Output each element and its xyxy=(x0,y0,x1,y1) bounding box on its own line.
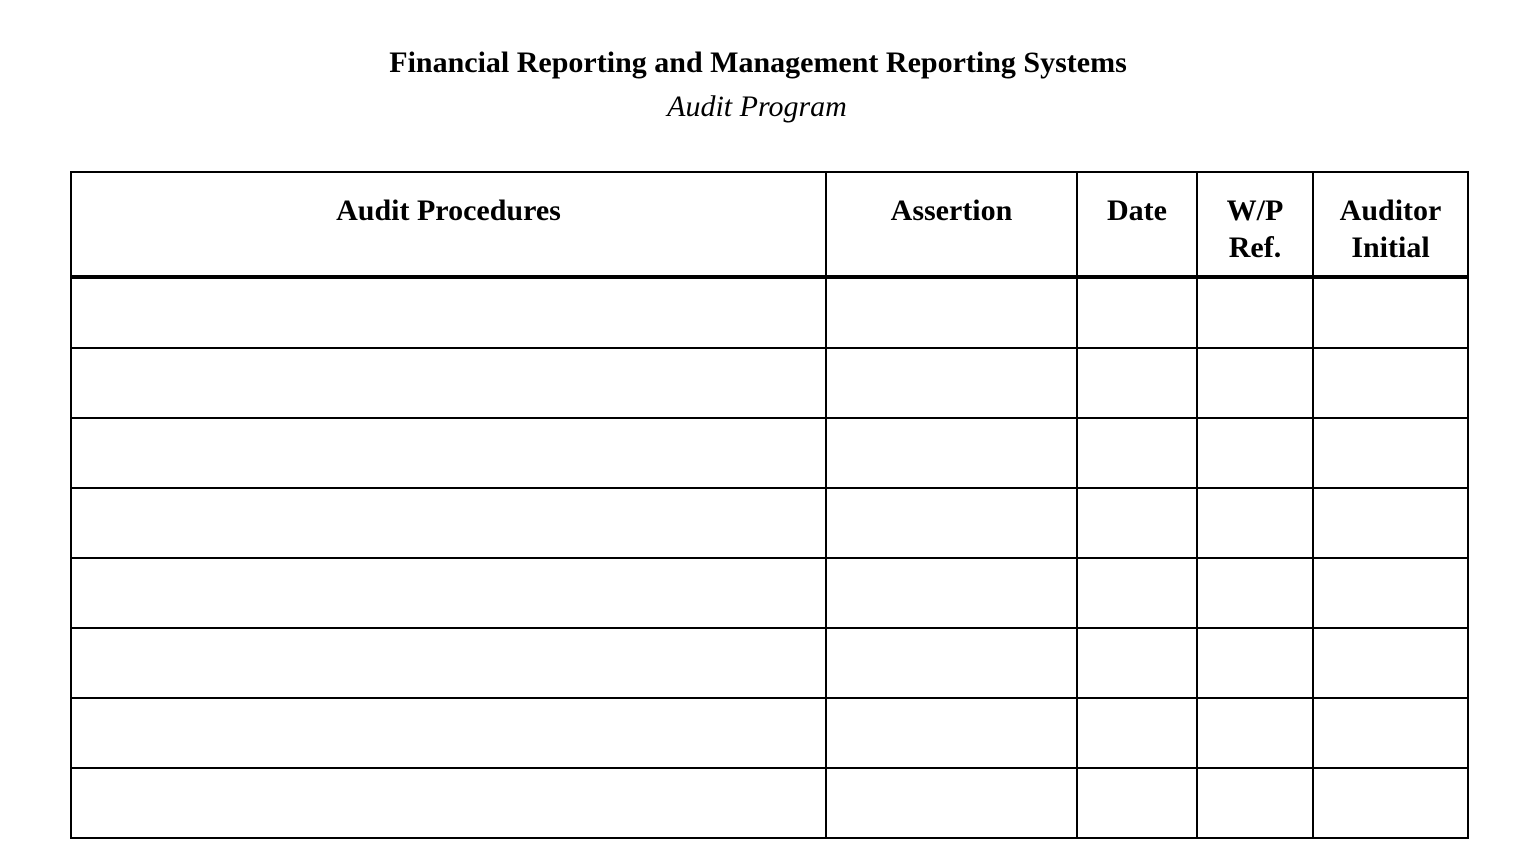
header-date: Date xyxy=(1077,172,1197,277)
cell-date[interactable] xyxy=(1077,488,1197,558)
cell-wp-ref[interactable] xyxy=(1197,277,1313,348)
cell-assertion[interactable] xyxy=(826,628,1077,698)
cell-auditor-initial[interactable] xyxy=(1313,768,1468,838)
cell-wp-ref[interactable] xyxy=(1197,628,1313,698)
cell-wp-ref[interactable] xyxy=(1197,698,1313,768)
header-row xyxy=(71,172,1468,277)
document-subtitle: Audit Program xyxy=(667,90,847,123)
cell-auditor-initial[interactable] xyxy=(1313,488,1468,558)
cell-wp-ref[interactable] xyxy=(1197,418,1313,488)
cell-date[interactable] xyxy=(1077,558,1197,628)
document-title: Financial Reporting and Management Reporting Systems xyxy=(389,46,1127,79)
table-row xyxy=(71,348,1468,418)
table-row xyxy=(71,698,1468,768)
cell-assertion[interactable] xyxy=(826,277,1077,348)
cell-date[interactable] xyxy=(1077,628,1197,698)
cell-procedure[interactable] xyxy=(71,628,826,698)
cell-wp-ref[interactable] xyxy=(1197,558,1313,628)
cell-procedure[interactable] xyxy=(71,348,826,418)
table-row xyxy=(71,628,1468,698)
header-assertion: Assertion xyxy=(826,172,1077,277)
cell-wp-ref[interactable] xyxy=(1197,348,1313,418)
cell-assertion[interactable] xyxy=(826,488,1077,558)
cell-assertion[interactable] xyxy=(826,348,1077,418)
cell-wp-ref[interactable] xyxy=(1197,488,1313,558)
table-row xyxy=(71,418,1468,488)
header-audit-procedures: Audit Procedures xyxy=(71,172,826,277)
cell-date[interactable] xyxy=(1077,277,1197,348)
audit-program-table xyxy=(70,171,1469,839)
cell-procedure[interactable] xyxy=(71,768,826,838)
table-row xyxy=(71,768,1468,838)
cell-auditor-initial[interactable] xyxy=(1313,558,1468,628)
cell-assertion[interactable] xyxy=(826,768,1077,838)
table-row xyxy=(71,558,1468,628)
cell-date[interactable] xyxy=(1077,418,1197,488)
cell-assertion[interactable] xyxy=(826,418,1077,488)
cell-auditor-initial[interactable] xyxy=(1313,348,1468,418)
cell-auditor-initial[interactable] xyxy=(1313,698,1468,768)
cell-auditor-initial[interactable] xyxy=(1313,418,1468,488)
cell-procedure[interactable] xyxy=(71,698,826,768)
cell-procedure[interactable] xyxy=(71,488,826,558)
cell-wp-ref[interactable] xyxy=(1197,768,1313,838)
cell-auditor-initial[interactable] xyxy=(1313,628,1468,698)
cell-assertion[interactable] xyxy=(826,698,1077,768)
cell-auditor-initial[interactable] xyxy=(1313,277,1468,348)
table-row xyxy=(71,488,1468,558)
cell-date[interactable] xyxy=(1077,698,1197,768)
cell-procedure[interactable] xyxy=(71,277,826,348)
cell-procedure[interactable] xyxy=(71,418,826,488)
cell-date[interactable] xyxy=(1077,348,1197,418)
cell-assertion[interactable] xyxy=(826,558,1077,628)
cell-date[interactable] xyxy=(1077,768,1197,838)
cell-procedure[interactable] xyxy=(71,558,826,628)
table-row xyxy=(71,277,1468,348)
header-wp-ref: W/P Ref. xyxy=(1197,172,1313,277)
header-auditor-initial: Auditor Initial xyxy=(1313,172,1468,277)
